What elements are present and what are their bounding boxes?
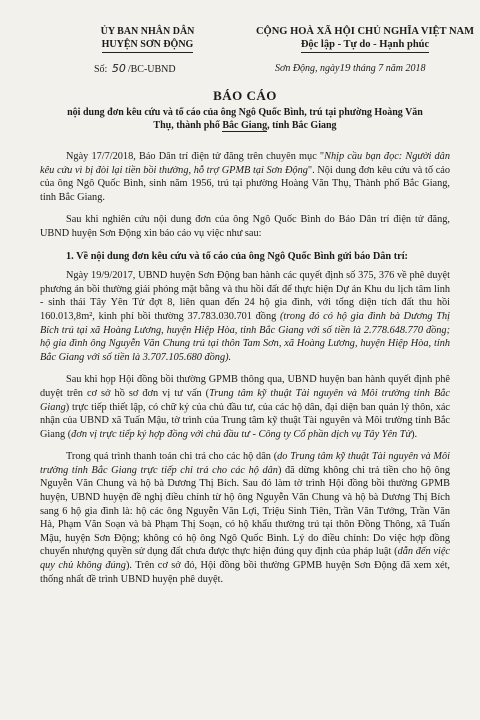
national-heading (230, 25, 480, 53)
national-title: CỘNG HOÀ XÃ HỘI CHỦ NGHĨA VIỆT NAM (255, 26, 475, 37)
p3-text-b: (trong đó có hộ gia đình bà Dương Thị Bích trú tại xã Hoàng Lương, huyện Hiệp Hòa, tỉnh Bắc Giang với số tiền là 2.778.648.770 đồng; hộ gia đình ông Nguyễn Văn Chung trú tại thôn Tam Sơn, xã Hoàng Lương, huyện Hiệp Hòa, tỉnh Bắc Giang với số tiền là 3.707.105.680 đồng). (40, 310, 450, 363)
p5-text-b: do Trung tâm kỹ thuật Tài nguyên và Môi trường tỉnh Bắc Giang trực tiếp chi trả cho các hộ dân (40, 451, 451, 476)
p4-text-a: Sau khi họp Hội đồng bồi thường GPMB thông qua, UBND huyện ban hành quyết định phê duyệt trên cơ sở hồ sơ đơn vị tư vấn ( (40, 374, 450, 399)
p5-text-e: ). Trên cơ sở đó, Hội đồng bồi thường GPMB huyện Sơn Động đã xem xét, thống nhất đề trình UBND huyện phê duyệt. (40, 560, 451, 585)
date-prefix: Sơn Động, ngày (275, 63, 340, 74)
p4-text-e: ). (411, 428, 418, 440)
document-body (40, 150, 450, 586)
p1-text-a: Ngày 17/7/2018, Báo Dân trí điện tử đăng trên chuyên mục " (66, 151, 325, 162)
paragraph-intro (40, 150, 450, 204)
paragraph-study: Sau khi nghiên cứu nội dung đơn của ông Ngô Quốc Bình do Báo Dân trí điện tử đăng, UBND huyện Sơn Động xin báo cáo vụ việc như sau: (40, 214, 450, 239)
p5-text-c: ) đã dừng không chi trả tiền cho hộ ông Nguyễn Văn Chung và hộ bà Dương Thị Bích. Sau đó làm tờ trình Hội đồng bồi thường GPMB huyện, UBND huyện đề nghị điều chỉnh từ hộ ông Nguyễn Văn Chung và hộ bà Dương Thị Bích sang 6 hộ gia đình là: hộ các ông Nguyễn Văn Lợi, Triệu Sinh Tiên, Trần Văn Tưởng, Trần Văn Hà, Phạm Văn Soạn và bà Phạm Thị Soạn, có hộ khẩu thường trú tại thôn Đồng Thông, xã Tuấn Mậu, huyện Sơn Động; không có hộ ông Ngô Quốc Bình. Lý do điều chỉnh: Do việc hợp đồng chuyển nhượng quyền sử dụng đất chưa được thực hiện đúng quy định của pháp luật ( (40, 464, 450, 558)
document-title: BÁO CÁO (213, 88, 277, 103)
p4-text-c: ) trực tiếp thiết lập, có chữ ký của chủ đầu tư, của các hộ dân, đại diện ban quản lý thôn, xác nhận của UBND xã Tuấn Mậu, tờ trình của Trung tâm kỹ thuật Tài nguyên và Môi trường tỉnh Bắc Giang ( (40, 401, 450, 440)
p5-text-a: Trong quá trình thanh toán chi trả cho các hộ dân ( (66, 451, 278, 463)
document-date (275, 62, 426, 74)
p4-text-b: Trung tâm kỹ thuật Tài nguyên và Môi trường tỉnh Bắc Giang (40, 387, 450, 413)
p4-text-d: đơn vị trực tiếp ký hợp đồng với chủ đầu tư - Công ty Cổ phần dịch vụ Tây Yên Tử (71, 428, 412, 440)
doc-no-handwritten: 50 (111, 62, 126, 75)
doc-no-suffix: /BC-UBND (127, 64, 176, 75)
authority-line-1: ỦY BAN NHÂN DÂN (100, 26, 195, 37)
paragraph-payment (40, 450, 450, 586)
date-suffix: tháng 7 năm 2018 (353, 63, 426, 74)
section-heading-1: 1. Về nội dung đơn kêu cứu và tố cáo của ông Ngô Quốc Bình gửi báo Dân trí: (66, 250, 408, 262)
p1-column-title: Nhịp cầu bạn đọc: Người dân kêu cứu vì bị đòi lại tiền bồi thường, hỗ trợ GPMB tại Sơn Động (40, 151, 450, 176)
doc-no-prefix: Số: (94, 64, 108, 75)
authority-line-2: HUYỆN SƠN ĐỘNG (102, 38, 194, 53)
issuing-authority (80, 25, 215, 53)
national-motto: Độc lập - Tự do - Hạnh phúc (301, 38, 429, 53)
document-number (94, 62, 176, 75)
paragraph-decisions (40, 269, 450, 364)
subtitle-part-3: , tỉnh Bắc Giang (267, 120, 337, 131)
paragraph-approval (40, 373, 450, 441)
p1-text-c: ". Nội dung đơn kêu cứu và tố cáo của ông Ngô Quốc Bình, sinh năm 1956, trú tại phường Hoàng Văn Thụ, Thành phố Bắc Giang, tỉnh Bắc Giang. (40, 164, 450, 203)
reference-line (40, 62, 450, 82)
subtitle-part-1: nội dung đơn kêu cứu và tố cáo của ông Ngô Quốc Bình, trú tại phường Hoàng Văn Thụ, thành phố (67, 107, 423, 131)
subtitle-part-2: Bắc Giang (222, 120, 268, 131)
document-header (40, 0, 475, 62)
date-day-handwritten: 19 (339, 62, 351, 74)
p5-text-d: dẫn đến việc quy chủ không đúng (40, 546, 450, 572)
p3-text-a: Ngày 19/9/2017, UBND huyện Sơn Động ban hành các quyết định số 375, 376 về phê duyệt phương án bồi thường giải phóng mặt bằng và thu hồi đất để thực hiện Dự án Khu du lịch tâm linh - sinh thái Tây Yên Tử đợt 8, liên quan đến 24 hộ gia đình, với tổng diện tích đất thu hồi 160.013,8m², kinh phí bồi thường 37.783.030.701 đồng (40, 270, 450, 322)
document-subtitle (60, 106, 430, 132)
